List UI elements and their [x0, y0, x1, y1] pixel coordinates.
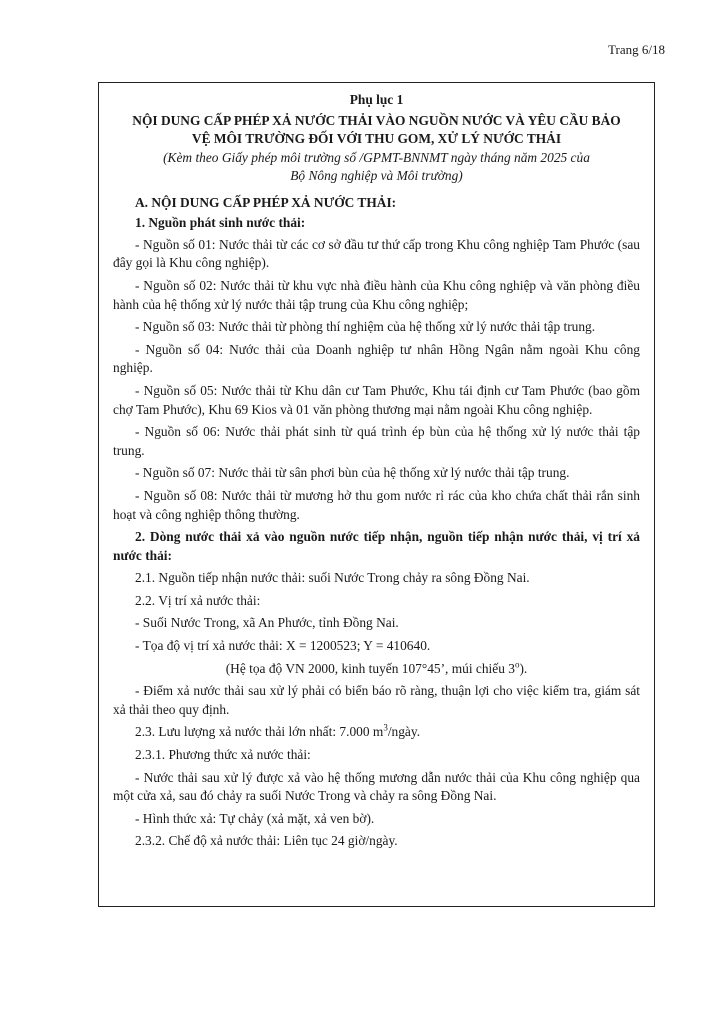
document-frame	[98, 82, 655, 907]
source-item: - Nguồn số 06: Nước thải phát sinh từ quá trình ép bùn của hệ thống xử lý nước thải tập trung.	[113, 424, 640, 458]
section-2-heading: 2. Dòng nước thải xả vào nguồn nước tiếp nhận, nguồn tiếp nhận nước thải, vị trí xả nước thải:	[113, 529, 640, 563]
source-item: - Nguồn số 07: Nước thải từ sân phơi bùn của hệ thống xử lý nước thải tập trung.	[135, 465, 570, 481]
section-a-heading: A. NỘI DUNG CẤP PHÉP XẢ NƯỚC THẢI:	[135, 194, 397, 210]
appendix-label: Phụ lục 1	[349, 92, 404, 107]
document-title-line-2: VỆ MÔI TRƯỜNG ĐỐI VỚI THU GOM, XỬ LÝ NƯỚC THẢI	[191, 130, 562, 146]
discharge-point-requirement: - Điểm xả nước thải sau xử lý phải có biển báo rõ ràng, thuận lợi cho việc kiểm tra, giám sát xả thải theo quy định.	[113, 683, 640, 717]
source-item: - Nguồn số 01: Nước thải từ các cơ sở đầu tư thứ cấp trong Khu công nghiệp Tam Phước (sau đây gọi là Khu công nghiệp).	[113, 236, 640, 271]
max-flow-superscript: 3	[383, 722, 388, 733]
subtitle-line-1: (Kèm theo Giấy phép môi trường số /GPMT-BNNMT ngày tháng năm 2025 của	[163, 149, 590, 165]
discharge-method-text: - Nước thải sau xử lý được xả vào hệ thống mương dẫn nước thải của Khu công nghiệp qua một cửa xả, sau đó chảy ra suối Nước Trong và chảy ra sông Đồng Nai.	[113, 769, 640, 804]
discharge-method-heading: 2.3.1. Phương thức xả nước thải:	[135, 747, 311, 763]
receiving-source: 2.1. Nguồn tiếp nhận nước thải: suối Nước Trong chảy ra sông Đồng Nai.	[135, 570, 530, 586]
coordinate-system-superscript: o	[514, 659, 520, 670]
discharge-regime: 2.3.2. Chế độ xả nước thải: Liên tục 24 giờ/ngày.	[135, 833, 398, 849]
discharge-coordinates: - Tọa độ vị trí xả nước thải: X = 1200523; Y = 410640.	[135, 638, 431, 654]
coordinate-system-text: (Hệ tọa độ VN 2000, kinh tuyến 107°45’, múi chiếu 3	[225, 660, 515, 676]
coordinate-system-note	[113, 660, 640, 679]
max-flow-unit: /ngày.	[387, 724, 421, 740]
source-item: - Nguồn số 02: Nước thải từ khu vực nhà điều hành của Khu công nghiệp và văn phòng điều hành của hệ thống xử lý nước thải tập trung của Khu công nghiệp;	[113, 277, 640, 312]
section-1-heading: 1. Nguồn phát sinh nước thải:	[135, 215, 306, 231]
subtitle-line-2: Bộ Nông nghiệp và Môi trường)	[290, 167, 463, 183]
discharge-stream: - Suối Nước Trong, xã An Phước, tỉnh Đồng Nai.	[135, 615, 399, 631]
page-number: Trang 6/18	[608, 42, 665, 57]
discharge-location-heading: 2.2. Vị trí xả nước thải:	[135, 592, 261, 608]
source-item: - Nguồn số 08: Nước thải từ mương hở thu gom nước rỉ rác của kho chứa chất thải rắn sinh hoạt và công nghiệp thông thường.	[113, 487, 640, 522]
source-item: - Nguồn số 05: Nước thải từ Khu dân cư Tam Phước, Khu tái định cư Tam Phước (bao gồm chợ Tam Phước), Khu 69 Kios và 01 văn phòng thương mại nằm ngoài Khu công nghiệp.	[113, 382, 640, 417]
source-item: - Nguồn số 03: Nước thải từ phòng thí nghiệm của hệ thống xử lý nước thải tập trung.	[135, 319, 596, 335]
document-title-line-1: NỘI DUNG CẤP PHÉP XẢ NƯỚC THẢI VÀO NGUỒN NƯỚC VÀ YÊU CẦU BẢO	[132, 112, 621, 128]
source-item: - Nguồn số 04: Nước thải của Doanh nghiệp tư nhân Hồng Ngân nằm ngoài Khu công nghiệp.	[113, 341, 640, 376]
max-flow-text: 2.3. Lưu lượng xả nước thải lớn nhất: 7.000 m	[135, 724, 384, 740]
max-flow	[135, 723, 640, 742]
coordinate-system-end: ).	[519, 660, 528, 676]
discharge-form: - Hình thức xả: Tự chảy (xả mặt, xả ven bờ).	[135, 810, 375, 826]
document-subtitle	[113, 149, 640, 185]
